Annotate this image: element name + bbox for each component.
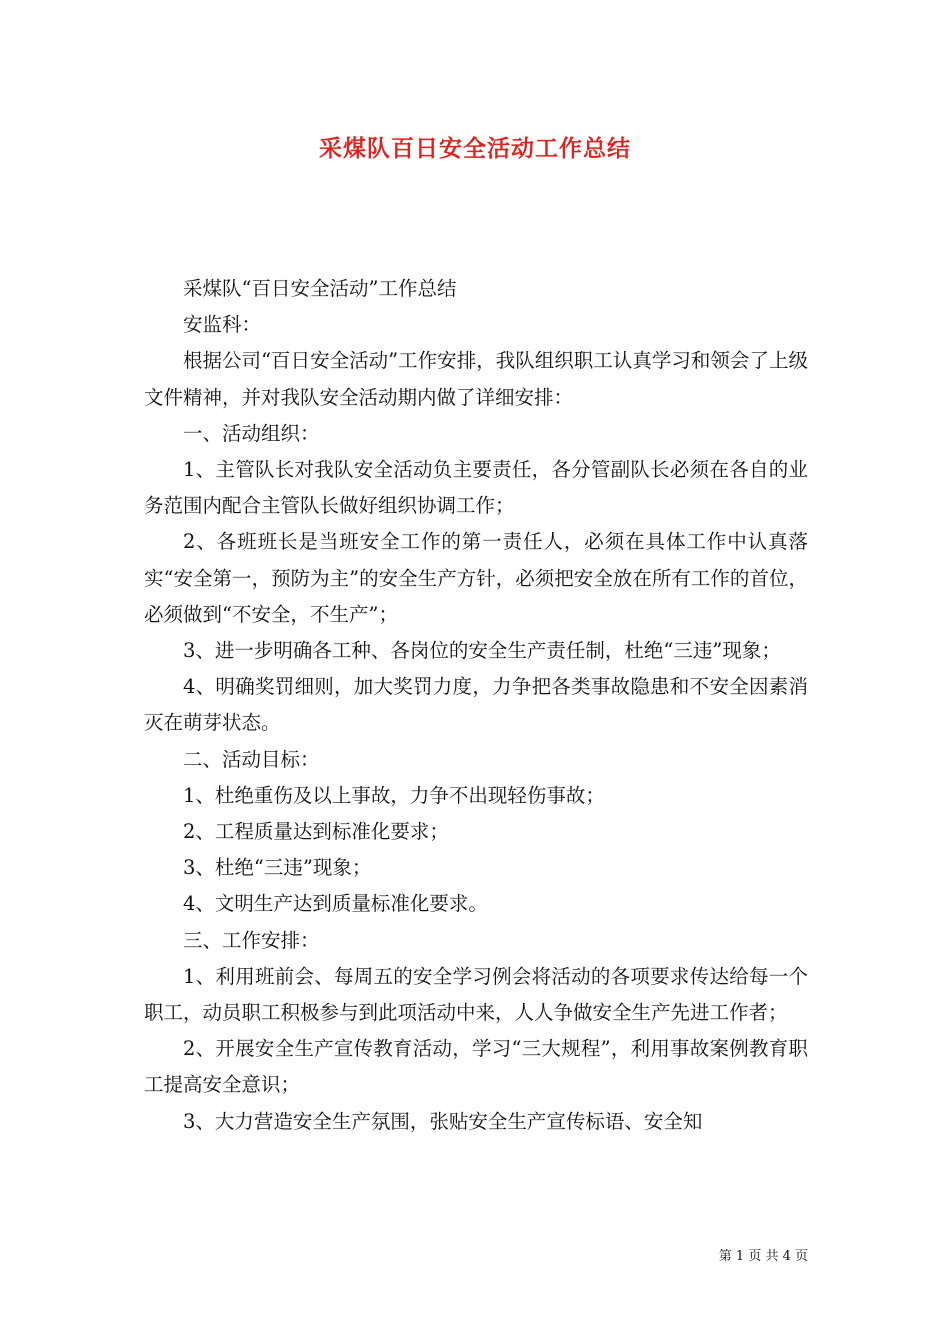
paragraph: 2、开展安全生产宣传教育活动，学习“三大规程”，利用事故案例教育职工提高安全意识；: [144, 1037, 808, 1097]
paragraph: 采煤队“百日安全活动”工作总结: [183, 277, 457, 300]
paragraph: 3、进一步明确各工种、各岗位的安全生产责任制，杜绝“三违”现象；: [183, 639, 781, 663]
paragraph: 4、文明生产达到质量标准化要求。: [183, 892, 488, 916]
document-title: 采煤队百日安全活动工作总结: [319, 136, 631, 162]
paragraph: 4、明确奖罚细则，加大奖罚力度，力争把各类事故隐患和不安全因素消灭在萌芽状态。: [144, 675, 808, 735]
section-heading: 二、活动目标：: [183, 747, 320, 771]
page-footer: 第 1 页 共 4 页: [718, 1249, 808, 1264]
paragraph: 安监科：: [183, 313, 262, 337]
paragraph: 1、利用班前会、每周五的安全学习例会将活动的各项要求传达给每一个职工，动员职工积极参与到此项活动中来，人人争做安全生产先进工作者；: [144, 964, 808, 1025]
paragraph: 2、各班班长是当班安全工作的第一责任人，必须在具体工作中认真落实“安全第一，预防为主”的安全生产方针，必须把安全放在所有工作的首位，必须做到“不安全，不生产”；: [144, 530, 808, 626]
section-heading: 一、活动组织：: [183, 421, 320, 445]
paragraph: 3、杜绝“三违”现象；: [183, 856, 372, 880]
document-body: [144, 271, 808, 1140]
paragraph: 根据公司“百日安全活动”工作安排，我队组织职工认真学习和领会了上级文件精神，并对我队安全活动期内做了详细安排：: [144, 349, 808, 409]
paragraph: 1、主管队长对我队安全活动负主要责任，各分管副队长必须在各自的业务范围内配合主管队长做好组织协调工作；: [144, 458, 808, 518]
paragraph: 3、大力营造安全生产氛围，张贴安全生产宣传标语、安全知: [183, 1109, 703, 1133]
paragraph: 1、杜绝重伤及以上事故，力争不出现轻伤事故；: [183, 783, 605, 807]
paragraph: 2、工程质量达到标准化要求；: [183, 820, 449, 844]
section-heading: 三、工作安排：: [183, 928, 320, 952]
